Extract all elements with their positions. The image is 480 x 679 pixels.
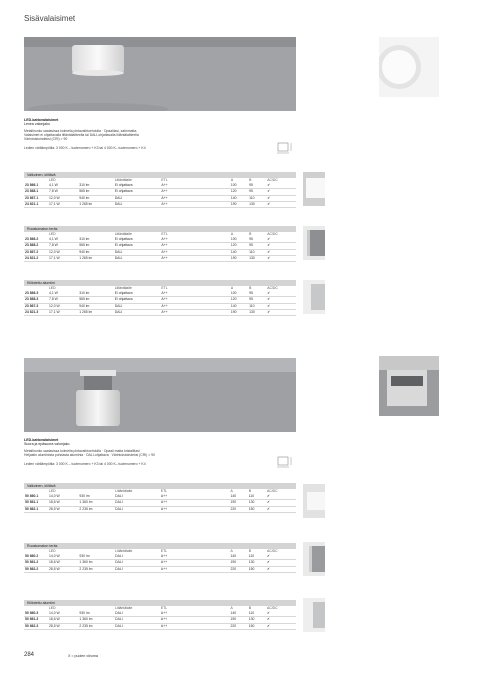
section-steel [24,543,296,573]
section-steel [24,226,296,262]
finish-swatch-aluminium [303,280,325,314]
footer-note: X = puolen viiruma [68,654,98,658]
product-title: LED-kattovalaisimet Levea valonjako [24,118,59,127]
page-header: Sisävalaisimet [24,14,76,23]
spec-table: LED Liitäntälaite ETL A B AC/DC 23 866.3 4,1 W 310 lm Ei ohjattava A++ 100 95 ✔ 23 868.3 7,8 W 565 lm Ei ohjattava A++ 120 95 ✔ 23 867.3 12,0 W 940 lm DALI A++ 140 110 ✔ 24 821.3 17,1 W 1 265 lm DALI A++ 190 130 ✔ [24,286,296,316]
dimension-drawing [274,141,296,155]
spec-table: LED Liitäntälaite ETL A B AC/DC 50 860.3 14,0 W 930 lm DALI A++ 140 110 ✔ 50 861.3 18,6 W 1 360 lm DALI A++ 190 130 ✔ 50 862.3 28,5 W 2 235 lm DALI A++ 220 150 ✔ [24,606,296,630]
section-white [24,172,296,208]
detail-thumbnail [379,37,439,97]
product-description: Metallirunko saatavissa kolmella pintavaihtoehdolla · Opaali matta kristallilasi Heijastin alumiinista puhdasta alumiinia · DALI-ohjattava · Värintoistoindeksi (CRI) > 90 Ledien värilämpötila: 3 000 K – tuotenumero + K3 tai 4 000 K– tuotenumero + K4 [24,449,155,466]
spec-table: LED Liitäntälaite ETL A B AC/DC 23 866.2 4,1 W 310 lm Ei ohjattava A++ 100 95 ✔ 23 868.2 7,8 W 565 lm Ei ohjattava A++ 120 95 ✔ 23 867.2 12,0 W 940 lm DALI A++ 140 110 ✔ 24 821.2 17,1 W 1 265 lm DALI A++ 190 130 ✔ [24,232,296,262]
hero-image-downlight-indirect [24,358,296,432]
section-aluminium [24,600,296,630]
finish-swatch-white [303,172,325,206]
hero-image-downlight [24,37,296,111]
finish-swatch-steel [303,226,325,260]
product-description: Metallirunko saatavissa kolmella pintavaihtoehdolla · Opaalilasi, satinmatta Valaisimet ei ohjattavalla liitäntälaitteella tai DALI-ohjattavalla liitäntälaitteella Värintoistoindeksi (CRI) > 90 Ledien värilämpötila: 3 000 K – tuotenumero + K3 tai 4 000 K– tuotenumero + K4 [24,129,146,150]
section-heading: Kiillotettu alumiini [24,280,296,286]
detail-thumbnail [379,356,439,416]
section-heading: Valkoinen, kiiltävä [24,172,296,178]
spec-table: LED Liitäntälaite ETL A B AC/DC 50 860.1 14,0 W 930 lm DALI A++ 140 110 ✔ 50 861.1 18,6 W 1 360 lm DALI A++ 190 130 ✔ 50 862.1 28,5 W 2 235 lm DALI A++ 220 150 ✔ [24,489,296,513]
finish-swatch-white [303,484,325,518]
finish-swatch-aluminium [303,598,325,632]
product-title: LED-kattovalaisimet Suora ja epäsuora valonjako [24,438,70,447]
spec-table: LED Liitäntälaite ETL A B AC/DC 50 860.2 14,0 W 930 lm DALI A++ 140 110 ✔ 50 861.2 18,6 W 1 360 lm DALI A++ 190 130 ✔ 50 862.2 28,5 W 2 235 lm DALI A++ 220 150 ✔ [24,549,296,573]
finish-swatch-steel [303,542,325,576]
section-heading: Kiillotettu alumiini [24,600,296,606]
dimension-drawing [274,455,296,469]
section-heading: Ruostumaton teräs [24,543,296,549]
section-aluminium [24,280,296,316]
spec-table: LED Liitäntälaite ETL A B AC/DC 23 866.1 4,1 W 310 lm Ei ohjattava A++ 100 95 ✔ 23 868.1 7,8 W 565 lm Ei ohjattava A++ 120 95 ✔ 23 867.1 12,0 W 940 lm DALI A++ 140 110 ✔ 24 821.1 17,1 W 1 265 lm DALI A++ 190 130 ✔ [24,178,296,208]
section-heading: Ruostumaton teräs [24,226,296,232]
section-heading: Valkoinen, kiiltävä [24,483,296,489]
page-number: 284 [24,652,35,658]
section-white [24,483,296,513]
